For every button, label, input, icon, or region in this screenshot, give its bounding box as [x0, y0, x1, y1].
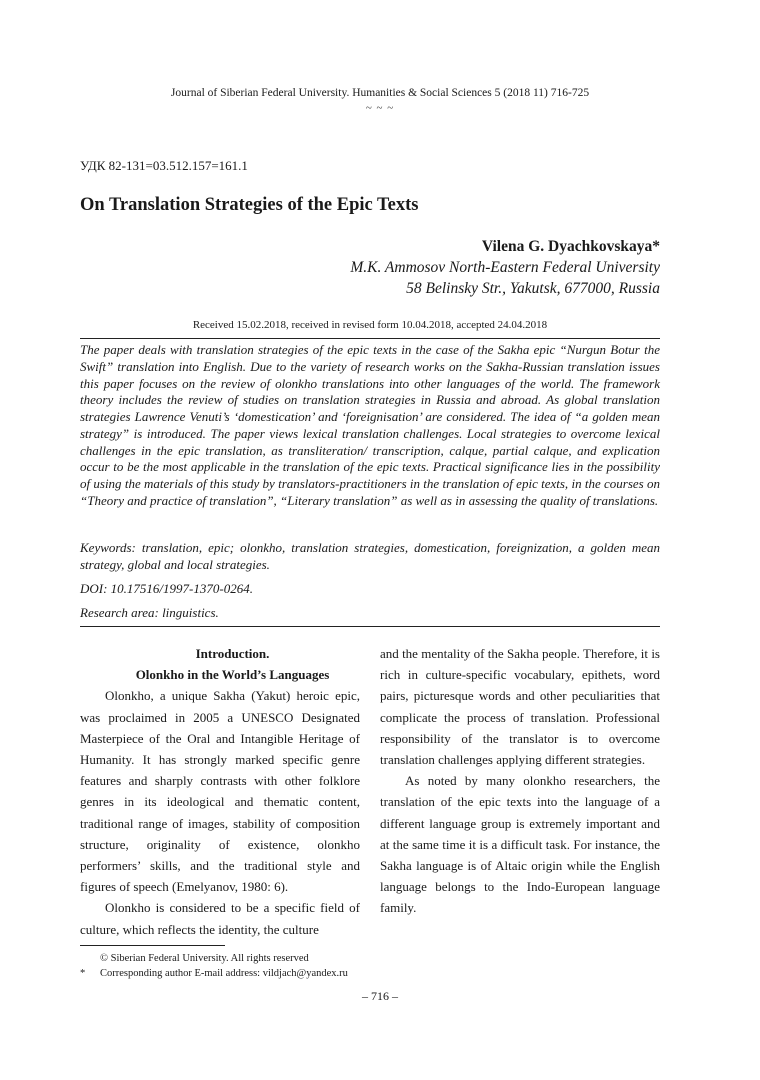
research-area: Research area: linguistics. — [80, 605, 219, 620]
body-column-left — [80, 643, 360, 940]
author-address: 58 Belinsky Str., Yakutsk, 677000, Russia — [406, 280, 660, 297]
author-block — [350, 236, 660, 299]
footnotes — [80, 951, 348, 981]
footnote-copyright — [80, 951, 348, 966]
abstract-bottom-rule — [80, 626, 660, 627]
author-name: Vilena G. Dyachkovskaya* — [481, 238, 660, 255]
footnote-rule — [80, 945, 225, 946]
received-dates: Received 15.02.2018, received in revised form 10.04.2018, accepted 24.04.2018 — [192, 319, 548, 331]
body-column-right — [380, 643, 660, 919]
author-affiliation: M.K. Ammosov North-Eastern Federal University — [350, 259, 660, 276]
journal-header: Journal of Siberian Federal University. Humanities & Social Sciences 5 (2018 11) 716-725 — [170, 87, 590, 99]
doi: DOI: 10.17516/1997-1370-0264. — [80, 581, 253, 596]
footnote-corresponding — [80, 966, 348, 981]
section-heading-line1: Introduction. — [195, 646, 270, 661]
article-title: On Translation Strategies of the Epic Texts — [80, 195, 419, 215]
header-ornament: ~ ~ ~ — [365, 102, 395, 114]
paragraph: and the mentality of the Sakha people. Therefore, it is rich in culture-specific vocabulary, epithets, word pairs, picturesque words and other peculiarities that complicate the process of translation. Professional responsibility of the translator is to overcome translation challenges applying different strategies. — [380, 646, 660, 768]
footnote-mark: * — [80, 968, 86, 979]
abstract-top-rule — [80, 338, 660, 339]
section-heading-line2: Olonkho in the World’s Languages — [135, 667, 330, 683]
paragraph: As noted by many olonkho researchers, the translation of the epic texts into the language of a different language group is extremely important and at the same time it is a difficult task. For instance, the Sakha language is of Altaic origin while the English language belongs to the Indo-European language family. — [380, 773, 660, 916]
udk-code: УДК 82-131=03.512.157=161.1 — [80, 158, 248, 173]
abstract: The paper deals with translation strategies of the epic texts in the case of the Sakha epic “Nurgun Botur the Swift” translation into English. Due to the variety of research works on the Sakha-Russian translation issues this paper focuses on the review of olonkho translations into other languages of the world. The framework theory includes the review of studies on translation strategies in Russia and abroad. As global translation strategies Lawrence Venuti’s ‘domestication’ and ‘foreignisation’ are considered. The idea of “a golden mean strategy” is introduced. The paper views lexical translation challenges. Local strategies to overcome lexical challenges in the epic translation, as transliteration/ transcription, calque, partial calque, and explication occur to be the most applicable in the translation of the epic texts. Practical significance lies in the possibility of using the materials of this study by translators-practitioners in the translation of epic texts, in the courses on “Theory and practice of translation”, “Literary translation” as well as in assessing the quality of translations. — [80, 342, 660, 508]
paragraph: Olonkho is considered to be a specific field of culture, which reflects the identity, the culture — [80, 900, 360, 937]
copyright-text: © Siberian Federal University. All rights reserved — [100, 953, 309, 964]
paragraph: Olonkho, a unique Sakha (Yakut) heroic epic, was proclaimed in 2005 a UNESCO Designated Masterpiece of the Oral and Intangible Heritage of Humanity. It has strongly marked specific genre features and sharply contrasts with other folklore genres in its ideological and thematic content, traditional range of images, stability of composition structure, originality of existence, olonkho performers’ skills, and the traditional style and figures of speech (Emelyanov, 1980: 6). — [80, 688, 360, 895]
keywords: Keywords: translation, epic; olonkho, translation strategies, domestication, foreignization, a golden mean strategy, global and local strategies. — [80, 540, 660, 572]
corresponding-author-text: Corresponding author E-mail address: vildjach@yandex.ru — [100, 968, 348, 979]
page-number: – 716 – — [362, 989, 398, 1003]
